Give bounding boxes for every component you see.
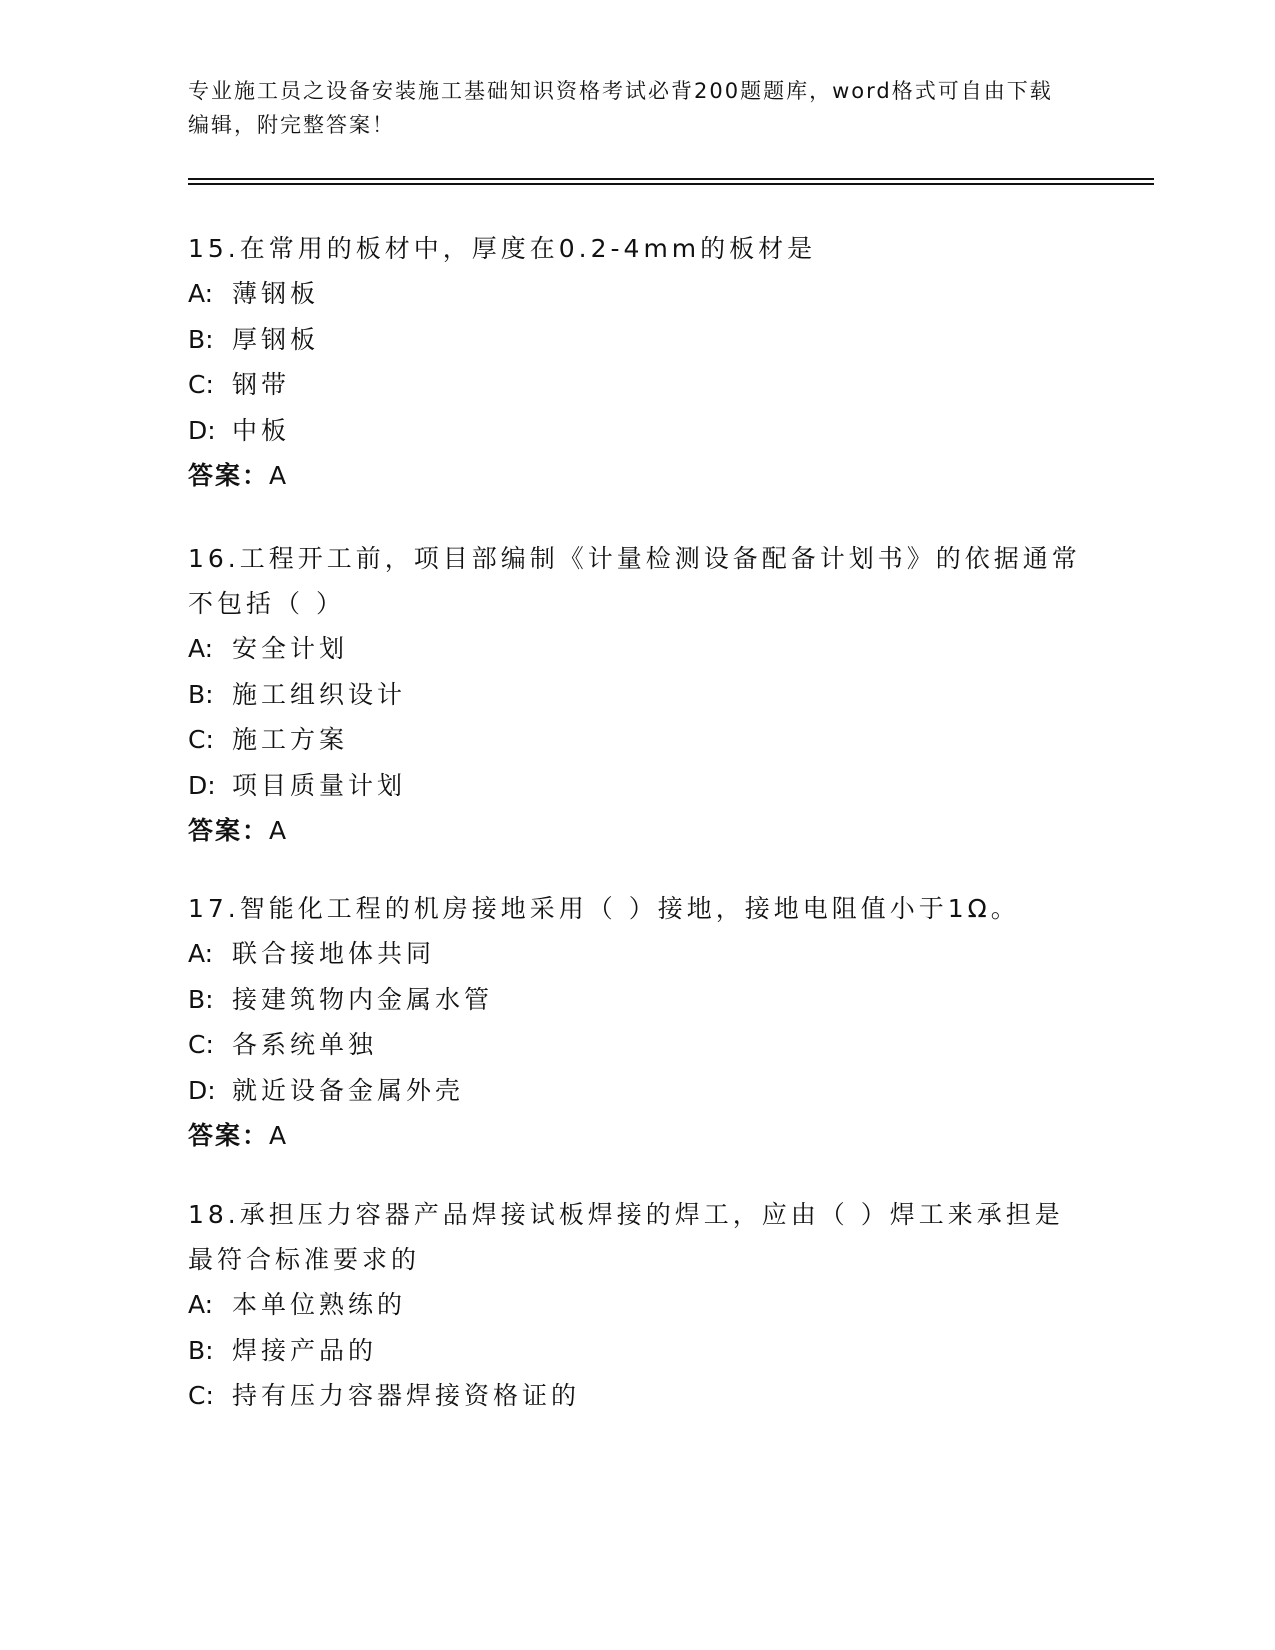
document-header: 专业施工员之设备安装施工基础知识资格考试必背200题题库，word格式可自由下载编辑，附完整答案！ (188, 79, 1053, 137)
option-key: D: (188, 415, 216, 445)
answer-label: 答案： (188, 816, 270, 845)
question-title: 18.承担压力容器产品焊接试板焊接的焊工，应由（ ）焊工来承担是最符合标准要求的 (188, 1200, 1064, 1274)
answer-label: 答案： (188, 461, 270, 490)
option-text: 联合接地体共同 (232, 939, 436, 968)
option-key: B: (188, 984, 214, 1014)
option-text: 就近设备金属外壳 (232, 1075, 465, 1105)
question-15 (188, 226, 1088, 499)
answer-label: 答案： (188, 1121, 270, 1150)
question-17 (188, 886, 1088, 1159)
option-b (188, 1328, 1088, 1374)
option-b (188, 672, 1088, 718)
option-a (188, 626, 1088, 672)
option-key: A: (188, 939, 214, 968)
option-key: C: (188, 725, 214, 754)
question-title: 16.工程开工前，项目部编制《计量检测设备配备计划书》的依据通常不包括（ ） (188, 544, 1081, 618)
option-text: 本单位熟练的 (232, 1290, 407, 1319)
option-text: 安全计划 (232, 634, 349, 663)
option-key: A: (188, 279, 214, 308)
answer-value: A (269, 461, 289, 490)
answer-line (188, 1113, 1088, 1159)
option-c (188, 1373, 1088, 1419)
question-18 (188, 1192, 1088, 1419)
option-c (188, 717, 1088, 763)
option-c (188, 362, 1088, 408)
answer-value: A (269, 816, 289, 845)
option-text: 持有压力容器焊接资格证的 (232, 1381, 581, 1410)
option-key: A: (188, 1290, 214, 1319)
option-key: C: (188, 1030, 214, 1059)
option-key: D: (188, 770, 216, 800)
option-b (188, 317, 1088, 363)
option-text: 项目质量计划 (232, 770, 407, 800)
option-key: B: (188, 1335, 214, 1365)
header-divider-bottom (188, 183, 1154, 185)
option-text: 薄钢板 (232, 279, 320, 308)
header-divider-top (188, 178, 1154, 180)
option-key: A: (188, 634, 214, 663)
option-d (188, 1068, 1088, 1114)
option-text: 中板 (232, 415, 291, 445)
option-text: 各系统单独 (232, 1030, 378, 1059)
option-text: 接建筑物内金属水管 (232, 984, 494, 1014)
option-text: 施工组织设计 (232, 679, 407, 709)
option-d (188, 763, 1088, 809)
option-key: C: (188, 370, 214, 399)
option-text: 钢带 (232, 370, 291, 399)
option-text: 焊接产品的 (232, 1335, 378, 1365)
question-title: 15.在常用的板材中，厚度在0.2-4mm的板材是 (188, 234, 817, 263)
question-title: 17.智能化工程的机房接地采用（ ）接地，接地电阻值小于1Ω。 (188, 894, 1020, 923)
option-c (188, 1022, 1088, 1068)
option-text: 施工方案 (232, 725, 349, 754)
option-a (188, 1282, 1088, 1328)
answer-value: A (269, 1121, 289, 1150)
answer-line (188, 808, 1088, 854)
option-d (188, 408, 1088, 454)
option-key: C: (188, 1381, 214, 1410)
question-16 (188, 536, 1088, 854)
option-key: B: (188, 679, 214, 709)
option-text: 厚钢板 (232, 324, 320, 354)
option-b (188, 977, 1088, 1023)
option-key: D: (188, 1075, 216, 1105)
option-a (188, 931, 1088, 977)
option-key: B: (188, 324, 214, 354)
option-a (188, 271, 1088, 317)
answer-line (188, 453, 1088, 499)
